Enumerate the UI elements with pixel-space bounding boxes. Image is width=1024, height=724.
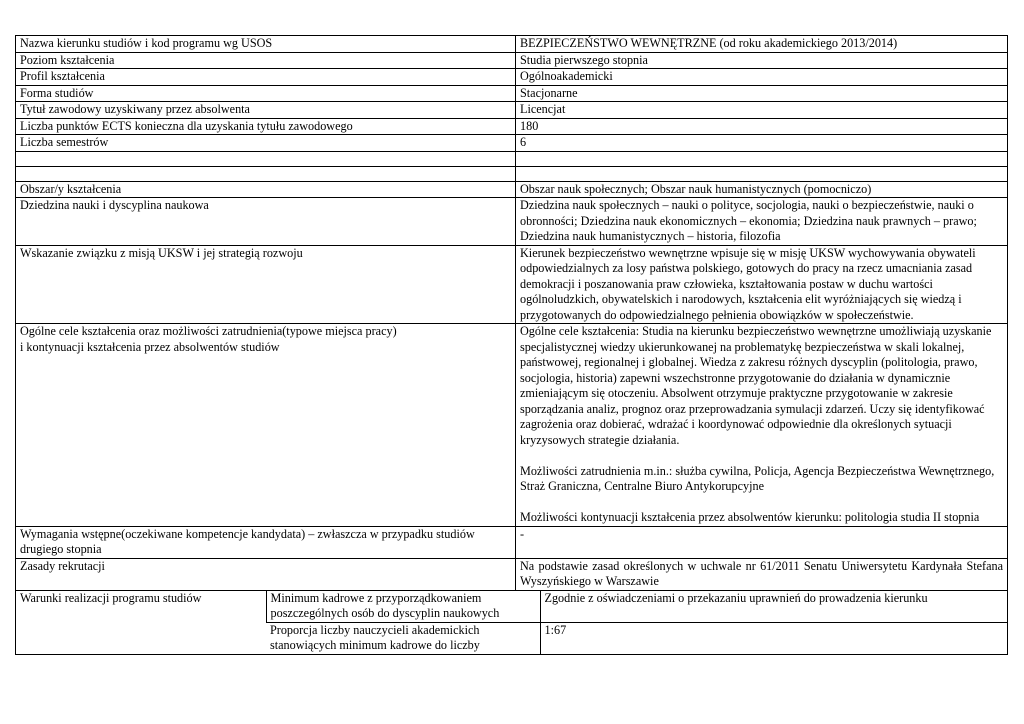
table-row <box>16 198 1008 246</box>
row-value-level: Studia pierwszego stopnia <box>516 52 1008 69</box>
row-value-profile: Ogólnoakademicki <box>516 69 1008 86</box>
table-row <box>16 590 1008 654</box>
row-label-goals <box>16 324 516 527</box>
table-row <box>16 526 1008 558</box>
row-label-ects: Liczba punktów ECTS konieczna dla uzyskania tytułu zawodowego <box>16 118 516 135</box>
empty-row <box>16 166 1008 181</box>
table-row <box>16 36 1008 53</box>
conditions-item-value: 1:67 <box>540 622 1008 654</box>
conditions-label: Warunki realizacji programu studiów <box>20 590 202 605</box>
row-value-program-name: BEZPIECZEŃSTWO WEWNĘTRZNE (od roku akademickiego 2013/2014) <box>516 36 1008 53</box>
row-label-level: Poziom kształcenia <box>16 52 516 69</box>
row-value-recruitment: Na podstawie zasad określonych w uchwale nr 61/2011 Senatu Uniwersytetu Kardynała Stefana Wyszyńskiego w Warszawie <box>516 558 1008 590</box>
row-label-area: Obszar/y kształcenia <box>16 181 516 198</box>
row-label-program-name: Nazwa kierunku studiów i kod programu wg USOS <box>16 36 516 53</box>
table-row <box>16 69 1008 86</box>
table-row <box>16 102 1008 119</box>
table-row <box>16 245 1008 324</box>
row-value-requirements: - <box>516 526 1008 558</box>
row-value-ects: 180 <box>516 118 1008 135</box>
empty-cell <box>16 166 516 181</box>
conditions-table <box>16 591 1008 654</box>
employment-paragraph: Możliwości zatrudnienia m.in.: służba cywilna, Policja, Agencja Bezpieczeństwa Wewnętrznego, Straż Graniczna, Centralne Biuro Antykorupcyjne <box>520 463 995 493</box>
table-row <box>16 85 1008 102</box>
row-value-degree-title: Licencjat <box>516 102 1008 119</box>
row-label-requirements: Wymagania wstępne(oczekiwane kompetencje kandydata) – zwłaszcza w przypadku studiów drugiego stopnia <box>16 526 516 558</box>
table-row <box>16 591 1008 623</box>
empty-cell <box>516 151 1008 166</box>
row-value-form: Stacjonarne <box>516 85 1008 102</box>
table-row <box>16 558 1008 590</box>
table-row <box>16 181 1008 198</box>
row-value-area: Obszar nauk społecznych; Obszar nauk humanistycznych (pomocniczo) <box>516 181 1008 198</box>
table-row <box>16 52 1008 69</box>
row-label-discipline: Dziedzina nauki i dyscyplina naukowa <box>16 198 516 246</box>
row-label-recruitment: Zasady rekrutacji <box>16 558 516 590</box>
row-label-mission: Wskazanie związku z misją UKSW i jej strategią rozwoju <box>16 245 516 324</box>
table-row <box>16 135 1008 152</box>
conditions-item-label: Proporcja liczby nauczycieli akademickich stanowiących minimum kadrowe do liczby <box>266 622 540 654</box>
row-value-semesters: 6 <box>516 135 1008 152</box>
goals-label-text: Ogólne cele kształcenia oraz możliwości zatrudnienia(typowe miejsca pracy) i kontynuacji kształcenia przez absolwentów studiów <box>20 324 397 354</box>
row-value-mission: Kierunek bezpieczeństwo wewnętrzne wpisuje się w misję UKSW wychowywania obywateli odpowiedzialnych za losy państwa polskiego, gotowych do pracy na rzecz umacniania zasad demokracji i poszanowania praw człowieka, kształtowania postaw w duchu wartości ogólnoludzkich, obywatelskich i narodowych, kształcenia elit wyróżniających się wiedzą i przygotowanych do odpowiedzialnego pełnienia obowiązków w społeczeństwie. <box>516 245 1008 324</box>
conditions-item-label: Minimum kadrowe z przyporządkowaniem poszczególnych osób do dyscyplin naukowych <box>266 591 540 623</box>
row-label-profile: Profil kształcenia <box>16 69 516 86</box>
row-value-goals <box>516 324 1008 527</box>
conditions-item-value: Zgodnie z oświadczeniami o przekazaniu uprawnień do prowadzenia kierunku <box>540 591 1008 623</box>
row-label-degree-title: Tytuł zawodowy uzyskiwany przez absolwenta <box>16 102 516 119</box>
continuation-paragraph: Możliwości kontynuacji kształcenia przez absolwentów kierunku: politologia studia II stopnia <box>520 510 980 524</box>
table-row <box>16 118 1008 135</box>
empty-row <box>16 151 1008 166</box>
study-program-table <box>15 35 1008 655</box>
row-label-semesters: Liczba semestrów <box>16 135 516 152</box>
goals-paragraph: Ogólne cele kształcenia: Studia na kierunku bezpieczeństwo wewnętrzne umożliwiają uzyskanie specjalistycznej wiedzy ukierunkowanej na problematykę bezpieczeństwa w skali lokalnej, państwowej, regionalnej i globalnej. Wiedza z zakresu różnych dyscyplin (politologia, prawo, socjologia, historia) zapewni wszechstronne przygotowanie do działania w dynamicznie zmieniającym się otoczeniu. Absolwent otrzymuje praktyczne przygotowanie w zakresie sporządzania analiz, prognoz oraz przeprowadzania symulacji zdarzeń. Uczy się identyfikować zagrożenia oraz dobierać, wdrażać i koordynować odpowiednie dla określonych sytuacji kryzysowych strategie działania. <box>520 324 992 447</box>
conditions-cell <box>16 590 1008 654</box>
empty-cell <box>516 166 1008 181</box>
table-row <box>16 324 1008 527</box>
row-label-form: Forma studiów <box>16 85 516 102</box>
row-value-discipline: Dziedzina nauk społecznych – nauki o polityce, socjologia, nauki o bezpieczeństwie, nauki o obronności; Dziedzina nauk ekonomicznych – ekonomia; Dziedzina nauk prawnych – prawo; Dziedzina nauk humanistycznych – historia, filozofia <box>516 198 1008 246</box>
empty-cell <box>16 151 516 166</box>
